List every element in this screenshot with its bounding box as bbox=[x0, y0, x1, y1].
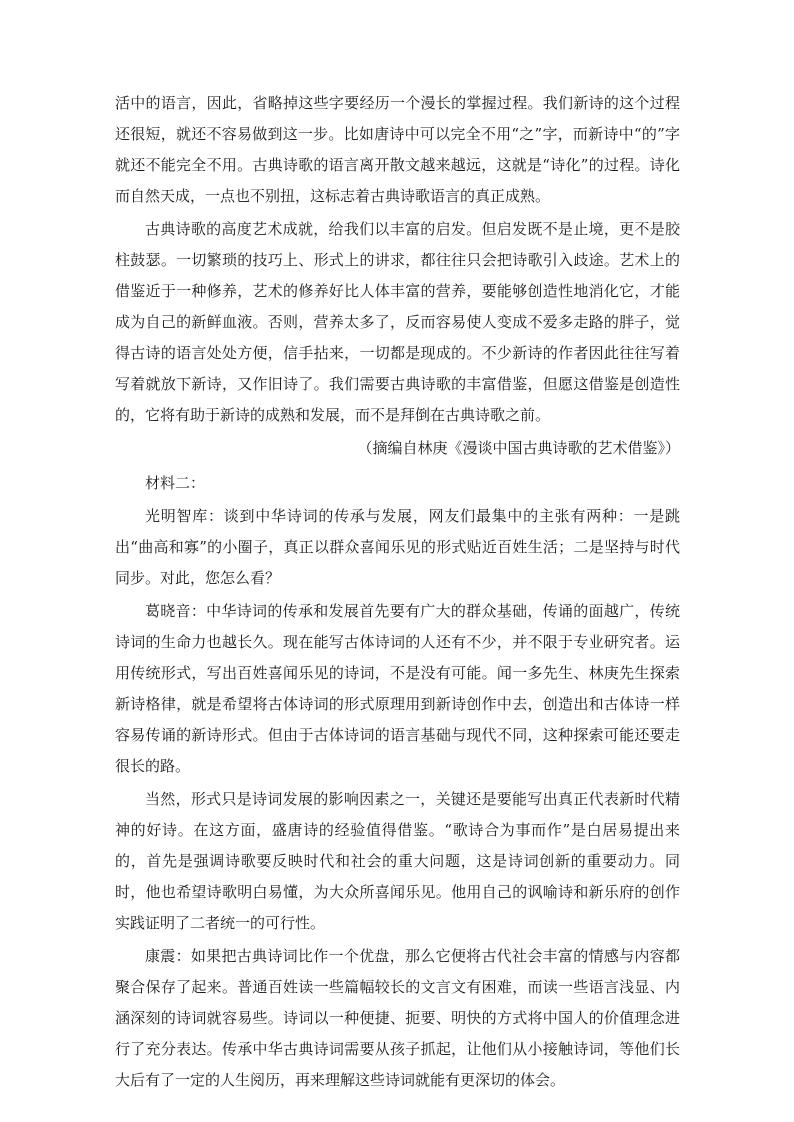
paragraph-classical-poetry-inspiration: 古典诗歌的高度艺术成就，给我们以丰富的启发。但启发既不是止境，更不是胶柱鼓瑟。一切繁琐的技巧上、形式上的讲求，都往往只会把诗歌引入歧途。艺术上的借鉴近于一种修养，艺术的修养好比人体丰富的营养，要能够创造性地消化它，才能成为自己的新鲜血液。否则，营养太多了，反而容易使人变成不爱多走路的胖子，觉得古诗的语言处处方便，信手拈来，一切都是现成的。不少新诗的作者因此往往写着写着就放下新诗，又作旧诗了。我们需要古典诗歌的丰富借鉴，但愿这借鉴是创造性的，它将有助于新诗的成熟和发展，而不是拜倒在古典诗歌之前。 bbox=[115, 220, 680, 424]
paragraph-guangming-question: 光明智库：谈到中华诗词的传承与发展，网友们最集中的主张有两种：一是跳出“曲高和寡”的小圈子，真正以群众喜闻乐见的形式贴近百姓生活；二是坚持与时代同步。对此，您怎么看？ bbox=[115, 507, 680, 587]
material-two-heading: 材料二： bbox=[145, 474, 206, 492]
paragraph-form-and-spirit: 当然，形式只是诗词发展的影响因素之一，关键还是要能写出真正代表新时代精神的好诗。在这方面，盛唐诗的经验值得借鉴。“歌诗合为事而作”是白居易提出来的，首先是强调诗歌要反映时代和社会的重大问题，这是诗词创新的重要动力。同时，他也希望诗歌明白易懂，为大众所喜闻乐见。他用自己的讽喻诗和新乐府的创作实践证明了二者统一的可行性。 bbox=[115, 790, 680, 932]
paragraph-ge-xiaoyin: 葛晓音：中华诗词的传承和发展首先要有广大的群众基础，传诵的面越广，传统诗词的生命力也越长久。现在能写古体诗词的人还有不少，并不限于专业研究者。运用传统形式，写出百姓喜闻乐见的诗词，不是没有可能。闻一多先生、林庚先生探索新诗格律，就是希望将古体诗词的形式原理用到新诗创作中去，创造出和古体诗一样容易传诵的新诗形式。但由于古体诗词的语言基础与现代不同，这种探索可能还要走很长的路。 bbox=[115, 602, 680, 775]
paragraph-kang-zhen: 康震：如果把古典诗词比作一个优盘，那么它便将古代社会丰富的情感与内容都聚合保存了起来。普通百姓读一些篇幅较长的文言文有困难，而读一些语言浅显、内涵深刻的诗词就容易些。诗词以一种便捷、扼要、明快的方式将中国人的价值理念进行了充分表达。传承中华古典诗词需要从孩子抓起，让他们从小接触诗词，等他们长大后有了一定的人生阅历，再来理解这些诗词就能有更深切的体会。 bbox=[115, 947, 680, 1089]
document-page bbox=[115, 88, 680, 1098]
paragraph-continued: 活中的语言，因此，省略掉这些字要经历一个漫长的掌握过程。我们新诗的这个过程还很短，就还不容易做到这一步。比如唐诗中可以完全不用“之”字，而新诗中“的”字就还不能完全不用。古典诗歌的语言离开散文越来越远，这就是“诗化”的过程。诗化而自然天成，一点也不别扭，这标志着古典诗歌语言的真正成熟。 bbox=[115, 94, 680, 205]
source-citation: （摘编自林庚《漫谈中国古典诗歌的艺术借鉴》） bbox=[357, 439, 680, 457]
